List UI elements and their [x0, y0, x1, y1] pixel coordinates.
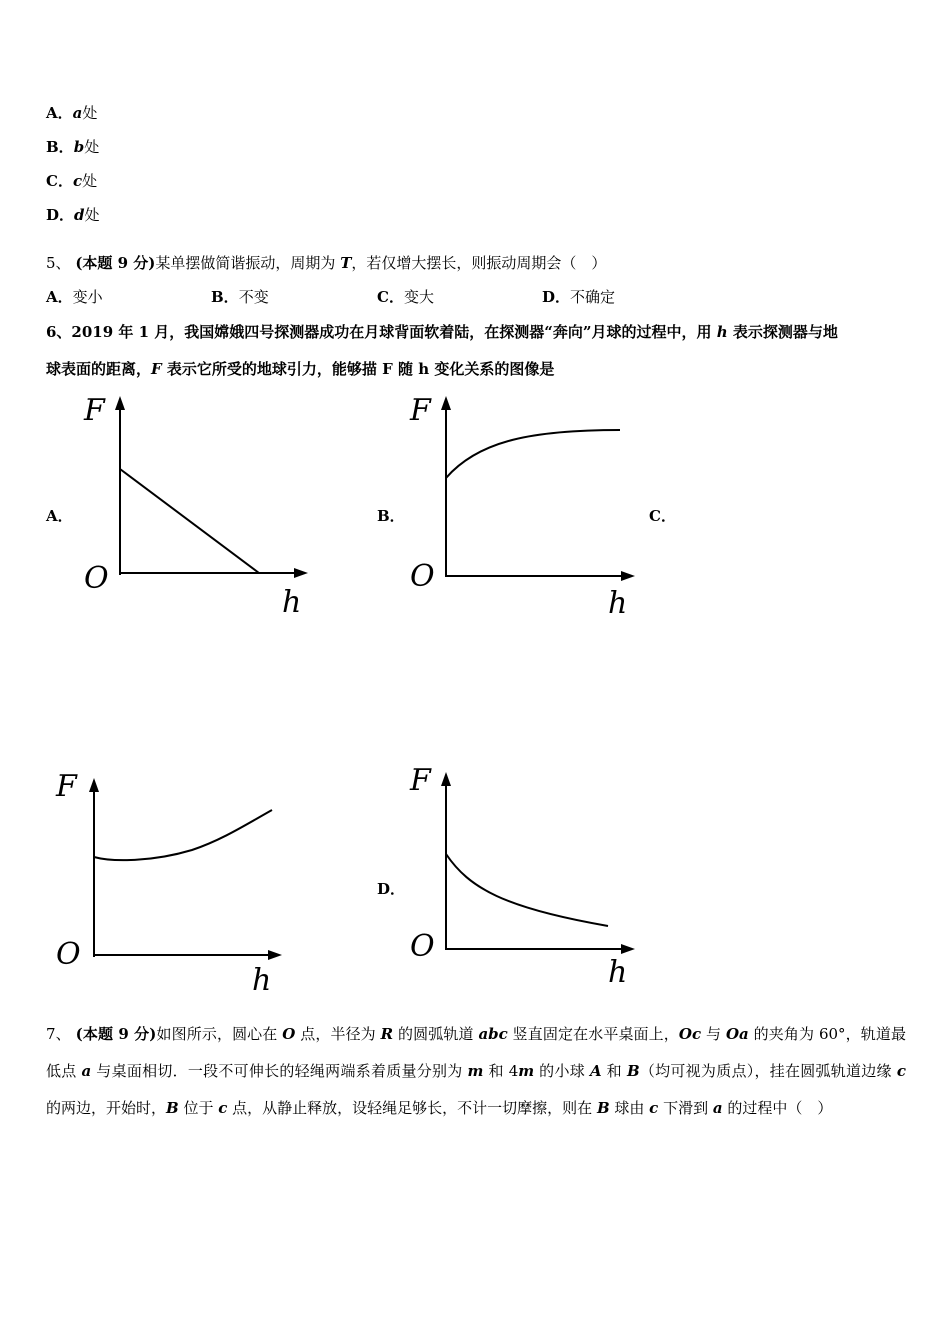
stem-text: 与桌面相切．一段不可伸长的轻绳两端系着质量分别为 — [91, 1062, 468, 1080]
option-label: B． — [46, 138, 74, 156]
var-T: T — [340, 254, 352, 272]
graph-curve — [94, 810, 272, 860]
stem-text: 表示它所受的地球引力，能够描 F 随 h 变化关系的图像是 — [161, 360, 555, 378]
option-var: a — [72, 104, 83, 122]
var: O — [282, 1025, 296, 1043]
graph-a — [78, 390, 318, 624]
x-axis-arrow-icon — [621, 944, 635, 954]
graph-c-label: C． — [649, 507, 676, 525]
var: Oa — [725, 1025, 749, 1043]
question-score: (本题 9 分) — [75, 254, 156, 272]
graph-d-label: D． — [377, 880, 406, 898]
y-axis-arrow-icon — [115, 396, 125, 410]
option-text: 处 — [84, 138, 100, 156]
var: a — [81, 1062, 92, 1080]
origin-label: O — [410, 929, 435, 964]
stem-text: 与 — [701, 1025, 726, 1043]
graph-curve — [120, 469, 259, 573]
x-axis-label: h — [282, 585, 302, 620]
option-var: d — [74, 206, 85, 224]
q5-option-b — [211, 286, 269, 307]
option-label: D． — [46, 206, 75, 224]
var: c — [896, 1062, 906, 1080]
var: c — [218, 1099, 228, 1117]
option-label: C． — [46, 172, 73, 190]
stem-text: 的过程中（ ） — [722, 1099, 833, 1117]
stem-text: 点，从静止释放，设轻绳足够长，不计一切摩擦，则在 — [227, 1099, 597, 1117]
option-label: D． — [542, 288, 571, 306]
var: m — [518, 1062, 535, 1080]
graph-b-label: B． — [377, 507, 405, 525]
question-score: (本题 9 分) — [75, 1025, 157, 1043]
option-text: 处 — [82, 104, 98, 122]
stem-text: 某单摆做简谐振动，周期为 — [155, 254, 341, 272]
q4-option-a — [46, 102, 97, 123]
option-text: 不变 — [238, 288, 269, 306]
stem-text: 和 4 — [483, 1062, 519, 1080]
stem-text: 竖直固定在水平桌面上， — [507, 1025, 679, 1043]
q4-option-d — [46, 204, 100, 225]
stem-text: 下滑到 — [658, 1099, 713, 1117]
x-axis-label: h — [608, 586, 628, 620]
stem-text: 的圆弧轨道 — [393, 1025, 479, 1043]
y-axis-label: F — [84, 393, 105, 428]
y-axis-label: F — [56, 769, 77, 804]
var: B — [596, 1099, 610, 1117]
stem-text: 球表面的距离， — [46, 360, 152, 378]
q6-stem-line1 — [46, 321, 838, 342]
q5-option-c — [377, 286, 434, 307]
option-label: A． — [46, 104, 73, 122]
y-axis-label: F — [410, 393, 431, 428]
option-text: 处 — [84, 206, 100, 224]
var: Oc — [678, 1025, 702, 1043]
origin-label: O — [84, 561, 109, 596]
q4-option-c — [46, 170, 97, 191]
option-var: b — [73, 138, 85, 156]
graph-curve — [446, 430, 620, 478]
option-var: c — [72, 172, 83, 190]
var: B — [166, 1099, 179, 1117]
var-h: h — [716, 323, 728, 341]
stem-text: （均可视为质点），挂在圆弧轨道边缘 — [639, 1062, 897, 1080]
option-text: 变小 — [72, 288, 103, 306]
stem-text: 6、2019 年 1 月，我国嫦娥四号探测器成功在月球背面软着陆，在探测器“奔向”月球的过程中，用 — [46, 323, 717, 341]
stem-text: ，若仅增大摆长，则振动周期会（ ） — [351, 254, 607, 272]
stem-text: 和 — [601, 1062, 627, 1080]
graph-a-label: A． — [46, 507, 73, 525]
x-axis-arrow-icon — [621, 571, 635, 581]
graph-d — [404, 758, 644, 997]
x-axis-label: h — [608, 955, 628, 990]
y-axis-arrow-icon — [441, 396, 451, 410]
option-text: 不确定 — [570, 288, 616, 306]
option-text: 变大 — [403, 288, 434, 306]
stem-text: 的小球 — [534, 1062, 590, 1080]
var-F: F — [151, 360, 162, 378]
q4-option-b — [46, 136, 99, 157]
graph-b — [404, 390, 644, 624]
q5-option-d — [542, 286, 615, 307]
var: a — [712, 1099, 723, 1117]
stem-text: 球由 — [609, 1099, 650, 1117]
stem-text: 表示探测器与地 — [727, 323, 838, 341]
option-text: 处 — [82, 172, 98, 190]
var: c — [649, 1099, 659, 1117]
option-label: B． — [211, 288, 239, 306]
q5-option-a — [46, 286, 103, 307]
stem-text: 的两边，开始时， — [46, 1099, 167, 1117]
var: abc — [478, 1025, 508, 1043]
q7-stem — [46, 1016, 906, 1127]
x-axis-arrow-icon — [294, 568, 308, 578]
stem-text: 的夹角为 60°，轨道最低点 — [46, 1025, 906, 1080]
x-axis-arrow-icon — [268, 950, 282, 960]
option-label: A． — [46, 288, 73, 306]
question-number: 5、 — [46, 254, 71, 272]
stem-text: 点，半径为 — [295, 1025, 381, 1043]
q6-stem-line2 — [46, 358, 554, 379]
graph-curve — [446, 854, 608, 926]
var: m — [467, 1062, 484, 1080]
graph-c — [52, 762, 292, 1001]
origin-label: O — [410, 559, 435, 594]
q5-stem — [46, 252, 606, 273]
y-axis-arrow-icon — [441, 772, 451, 786]
question-number: 7、 — [46, 1025, 71, 1043]
var: A — [590, 1062, 602, 1080]
var: B — [626, 1062, 640, 1080]
y-axis-label: F — [410, 763, 431, 798]
var: R — [380, 1025, 394, 1043]
y-axis-arrow-icon — [89, 778, 99, 792]
stem-text: 如图所示，圆心在 — [156, 1025, 283, 1043]
stem-text: 位于 — [178, 1099, 219, 1117]
option-label: C． — [377, 288, 404, 306]
x-axis-label: h — [252, 963, 272, 997]
origin-label: O — [56, 937, 81, 972]
